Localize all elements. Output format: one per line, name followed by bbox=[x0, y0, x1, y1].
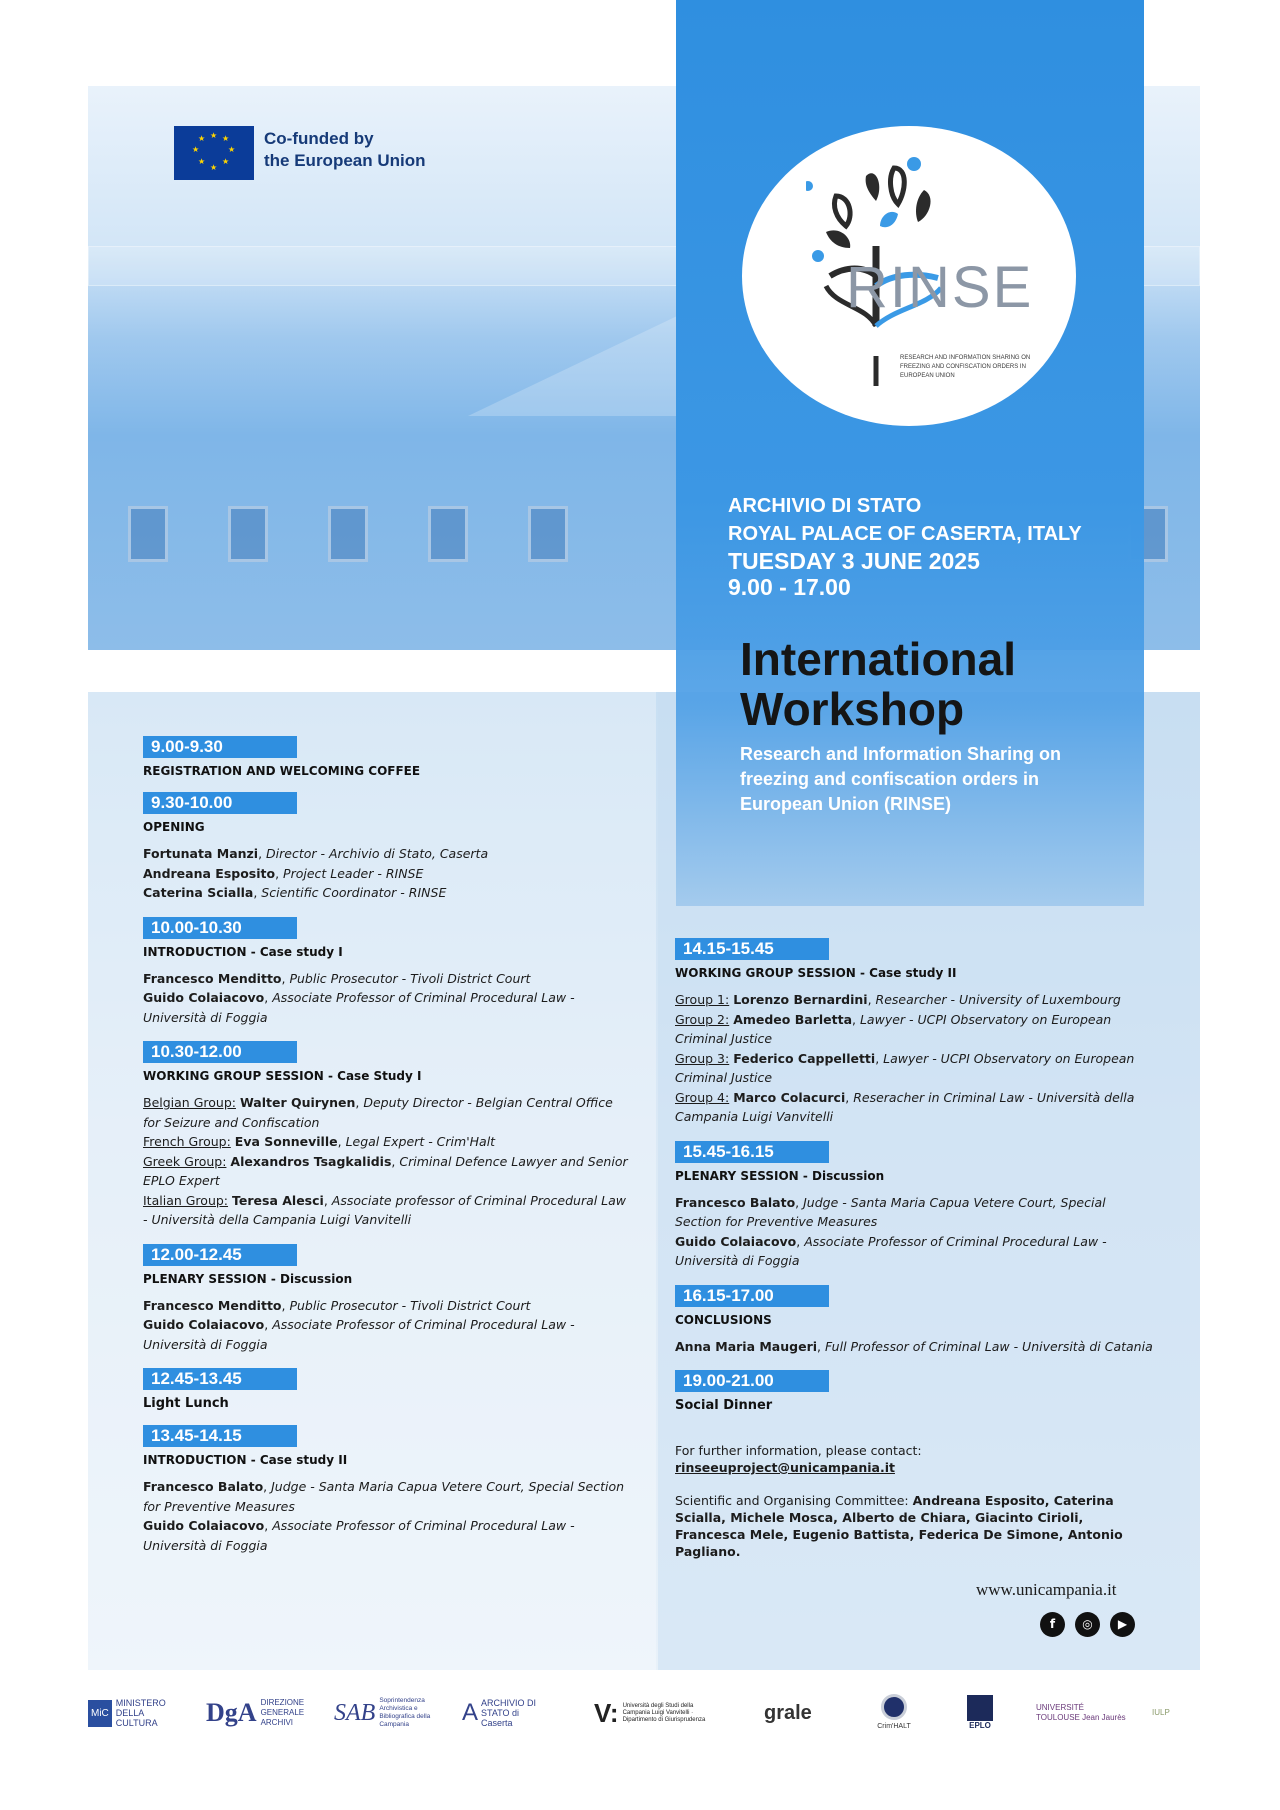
palace-window bbox=[228, 506, 268, 562]
session-heading: WORKING GROUP SESSION - Case study II bbox=[675, 966, 957, 980]
speaker-role: Associate professor of Criminal Procedural Law - Università della Campania Luigi Vanvitelli bbox=[143, 1192, 627, 1227]
speaker-line bbox=[143, 1093, 633, 1132]
speaker-separator: , bbox=[253, 885, 262, 900]
program-slot bbox=[143, 1244, 633, 1355]
venue-line-2: ROYAL PALACE OF CASERTA, ITALY bbox=[728, 523, 1082, 545]
eplo-icon bbox=[967, 1695, 993, 1721]
partner-name: Soprintendenza Archivistica e Bibliografica della Campania bbox=[379, 1697, 431, 1728]
venue-line-1: ARCHIVIO DI STATO bbox=[728, 495, 922, 517]
speaker-role: Associate Professor of Criminal Procedural Law - Università di Foggia bbox=[143, 1518, 575, 1553]
speaker-list bbox=[143, 1093, 633, 1230]
venue-info bbox=[728, 492, 1082, 600]
partner-name: UNIVERSITÉ TOULOUSE Jean Jaurès bbox=[1036, 1703, 1126, 1722]
program-slot bbox=[143, 736, 633, 778]
speaker-separator: , bbox=[323, 1192, 332, 1208]
speaker-separator: , bbox=[867, 992, 876, 1007]
speaker-separator: , bbox=[263, 1479, 272, 1494]
speaker-line bbox=[675, 1010, 1155, 1049]
speaker-separator: , bbox=[796, 1233, 805, 1249]
session-heading: PLENARY SESSION - Discussion bbox=[675, 1168, 885, 1183]
speaker-name: Eva Sonneville bbox=[234, 1134, 338, 1149]
group-label: Group 4: bbox=[675, 1089, 730, 1105]
partner-name: IULP bbox=[1152, 1708, 1170, 1717]
speaker-line bbox=[143, 844, 633, 864]
session-heading: Social Dinner bbox=[675, 1398, 773, 1413]
program-slot bbox=[143, 1368, 633, 1411]
dga-mark: DgA bbox=[206, 1698, 257, 1727]
title-line-2: Workshop bbox=[740, 683, 965, 735]
speaker-line bbox=[675, 1049, 1155, 1088]
partner-logo-vanvitelli bbox=[594, 1688, 724, 1738]
speaker-role: Associate Professor of Criminal Procedural Law - Università di Foggia bbox=[143, 990, 575, 1025]
website-link[interactable]: www.unicampania.it bbox=[976, 1580, 1117, 1599]
eu-flag-icon: ★ ★ ★ ★ ★ ★ ★ ★ bbox=[174, 126, 254, 180]
committee-names: Andreana Esposito, Caterina Scialla, Michele Mosca, Alberto de Chiara, Giacinto Cirioli, Francesca Mele, Eugenio Battista, Federica De Simone, Antonio Pagliano. bbox=[675, 1493, 1123, 1559]
program-slot bbox=[675, 1370, 1155, 1413]
speaker-role: Judge - Santa Maria Capua Vetere Court, Special Section for Preventive Measures bbox=[143, 1479, 625, 1514]
program-slot bbox=[143, 1041, 633, 1230]
time-badge: 16.15-17.00 bbox=[675, 1285, 829, 1307]
session-heading: OPENING bbox=[143, 820, 205, 834]
speaker-separator: , bbox=[817, 1338, 825, 1354]
partner-name: MINISTERO DELLA CULTURA bbox=[115, 1698, 166, 1728]
speaker-role: Project Leader - RINSE bbox=[283, 865, 424, 881]
speaker-list bbox=[143, 1296, 633, 1355]
speaker-role: Public Prosecutor - Tivoli District Court bbox=[289, 970, 531, 986]
speaker-name: Francesco Balato bbox=[143, 1479, 264, 1494]
speaker-role: Deputy Director - Belgian Central Office for Seizure and Confiscation bbox=[143, 1095, 613, 1130]
partner-name: Crim'HALT bbox=[877, 1723, 911, 1730]
speaker-name: Francesco Balato bbox=[675, 1194, 796, 1210]
palace-window bbox=[528, 506, 568, 562]
palace-window bbox=[328, 506, 368, 562]
program-slot bbox=[675, 1285, 1155, 1357]
speaker-name: Marco Colacurci bbox=[733, 1089, 846, 1105]
speaker-line bbox=[675, 990, 1155, 1010]
contact-text: For further information, please contact: bbox=[675, 1443, 922, 1458]
speaker-separator: , bbox=[875, 1050, 884, 1066]
palace-window bbox=[128, 506, 168, 562]
speaker-role: Public Prosecutor - Tivoli District Court bbox=[289, 1297, 531, 1313]
time-badge: 12.45-13.45 bbox=[143, 1368, 297, 1390]
speaker-separator: , bbox=[337, 1134, 346, 1149]
speaker-list bbox=[675, 1193, 1155, 1271]
contact-block bbox=[675, 1442, 1155, 1476]
time-badge: 12.00-12.45 bbox=[143, 1244, 297, 1266]
partner-logo-archivio bbox=[462, 1688, 568, 1738]
speaker-name: Amedeo Barletta bbox=[733, 1011, 853, 1027]
rinse-wordmark: RINSE bbox=[846, 255, 1034, 320]
speaker-separator: , bbox=[264, 1317, 273, 1332]
speaker-role: Full Professor of Criminal Law - Università di Catania bbox=[824, 1338, 1153, 1354]
speaker-line bbox=[143, 864, 633, 884]
partner-logo-eplo bbox=[960, 1688, 1000, 1738]
session-heading: CONCLUSIONS bbox=[675, 1312, 772, 1327]
speaker-list bbox=[143, 969, 633, 1028]
title-line-1: International bbox=[740, 633, 1017, 685]
speaker-name: Guido Colaiacovo bbox=[143, 1518, 265, 1533]
speaker-line bbox=[143, 969, 633, 989]
program-column-left bbox=[143, 736, 633, 1569]
committee-block bbox=[675, 1492, 1155, 1560]
speaker-line bbox=[143, 1477, 633, 1516]
session-heading: REGISTRATION AND WELCOMING COFFEE bbox=[143, 764, 421, 778]
speaker-role: Researcher - University of Luxembourg bbox=[875, 992, 1121, 1007]
time-badge: 14.15-15.45 bbox=[675, 938, 829, 960]
speaker-separator: , bbox=[281, 1297, 290, 1313]
event-date: TUESDAY 3 JUNE 2025 bbox=[728, 548, 980, 574]
speaker-role: Legal Expert - Crim'Halt bbox=[345, 1134, 496, 1149]
time-badge: 10.30-12.00 bbox=[143, 1041, 297, 1063]
speaker-role: Associate Professor of Criminal Procedural Law - Università di Foggia bbox=[675, 1233, 1107, 1268]
session-heading: INTRODUCTION - Case study II bbox=[143, 1453, 348, 1467]
speaker-line bbox=[675, 1088, 1155, 1127]
page-title bbox=[740, 634, 1016, 734]
grale-mark: grale bbox=[764, 1701, 812, 1724]
speaker-separator: , bbox=[845, 1089, 854, 1105]
page-subtitle: Research and Information Sharing on freezing and confiscation orders in European Union (RINSE) bbox=[740, 744, 1062, 814]
event-hours: 9.00 - 17.00 bbox=[728, 574, 851, 600]
speaker-line bbox=[143, 1516, 633, 1555]
partner-logo-grale bbox=[764, 1688, 824, 1738]
speaker-name: Teresa Alesci bbox=[232, 1192, 324, 1208]
session-heading: Light Lunch bbox=[143, 1396, 229, 1411]
program-slot bbox=[143, 1425, 633, 1555]
group-label: Greek Group: bbox=[143, 1153, 227, 1169]
speaker-name: Fortunata Manzi bbox=[143, 846, 259, 861]
speaker-line bbox=[675, 1337, 1155, 1357]
speaker-line bbox=[143, 1152, 633, 1191]
eu-cofunded-text bbox=[264, 128, 484, 172]
speaker-role: Criminal Defence Lawyer and Senior EPLO Expert bbox=[143, 1153, 628, 1188]
committee-label: Scientific and Organising Committee: bbox=[675, 1493, 913, 1508]
speaker-separator: , bbox=[795, 1194, 804, 1210]
partner-logo-toulouse bbox=[1036, 1688, 1126, 1738]
speaker-name: Caterina Scialla bbox=[143, 885, 254, 900]
speaker-line bbox=[675, 1193, 1155, 1232]
youtube-icon[interactable]: ▶ bbox=[1110, 1612, 1135, 1637]
partner-logo-dga bbox=[206, 1688, 316, 1738]
crimhalt-icon bbox=[881, 1694, 907, 1720]
speaker-list bbox=[675, 1337, 1155, 1357]
speaker-separator: , bbox=[275, 865, 284, 881]
speaker-line bbox=[675, 1232, 1155, 1271]
facebook-icon[interactable]: f bbox=[1040, 1612, 1065, 1637]
partner-logo-crimhalt bbox=[864, 1688, 924, 1738]
partner-logo-sab bbox=[334, 1688, 446, 1738]
speaker-separator: , bbox=[391, 1153, 400, 1169]
speaker-role: Reseracher in Criminal Law - Università della Campania Luigi Vanvitelli bbox=[675, 1089, 1135, 1124]
speaker-line bbox=[143, 1315, 633, 1354]
speaker-list bbox=[675, 990, 1155, 1127]
speaker-name: Francesco Menditto bbox=[143, 1297, 282, 1313]
speaker-name: Walter Quirynen bbox=[239, 1095, 356, 1110]
speaker-separator: , bbox=[355, 1095, 364, 1110]
speaker-name: Federico Cappelletti bbox=[733, 1050, 876, 1066]
speaker-role: Lawyer - UCPI Observatory on European Criminal Justice bbox=[675, 1011, 1112, 1046]
session-heading: WORKING GROUP SESSION - Case Study I bbox=[143, 1069, 422, 1083]
speaker-line bbox=[143, 1296, 633, 1316]
speaker-role: Scientific Coordinator - RINSE bbox=[261, 885, 447, 900]
vanvitelli-mark: V: bbox=[594, 1697, 619, 1728]
session-heading: PLENARY SESSION - Discussion bbox=[143, 1271, 353, 1286]
partner-name: DIREZIONE GENERALE ARCHIVI bbox=[260, 1698, 305, 1727]
partner-logo-mic bbox=[88, 1688, 188, 1738]
speaker-name: Guido Colaiacovo bbox=[143, 1317, 265, 1332]
mic-mark: MiC bbox=[88, 1700, 112, 1727]
speaker-name: Guido Colaiacovo bbox=[143, 990, 265, 1005]
time-badge: 15.45-16.15 bbox=[675, 1141, 829, 1163]
time-badge: 10.00-10.30 bbox=[143, 917, 297, 939]
time-badge: 13.45-14.15 bbox=[143, 1425, 297, 1447]
instagram-icon[interactable]: ◎ bbox=[1075, 1612, 1100, 1637]
time-badge: 19.00-21.00 bbox=[675, 1370, 829, 1392]
speaker-role: Judge - Santa Maria Capua Vetere Court, Special Section for Preventive Measures bbox=[675, 1194, 1106, 1229]
speaker-line bbox=[143, 1132, 633, 1152]
group-label: Belgian Group: bbox=[143, 1095, 236, 1110]
program-slot bbox=[143, 792, 633, 903]
speaker-role: Director - Archivio di Stato, Caserta bbox=[266, 846, 489, 861]
partner-logo-iulp bbox=[1152, 1688, 1192, 1738]
group-label: French Group: bbox=[143, 1134, 231, 1149]
sab-mark: SAB bbox=[334, 1699, 376, 1726]
speaker-separator: , bbox=[852, 1011, 860, 1027]
speaker-name: Guido Colaiacovo bbox=[675, 1233, 797, 1249]
speaker-separator: , bbox=[264, 990, 273, 1005]
speaker-name: Lorenzo Bernardini bbox=[733, 992, 868, 1007]
eu-line-1: Co-funded by bbox=[264, 129, 374, 148]
speaker-role: Lawyer - UCPI Observatory on European Criminal Justice bbox=[675, 1050, 1135, 1085]
speaker-name: Andreana Esposito bbox=[143, 865, 276, 881]
program-slot bbox=[675, 1141, 1155, 1271]
partner-name: EPLO bbox=[969, 1721, 991, 1730]
speaker-list bbox=[143, 1477, 633, 1555]
speaker-line bbox=[143, 1191, 633, 1230]
group-label: Italian Group: bbox=[143, 1192, 229, 1208]
speaker-line bbox=[143, 988, 633, 1027]
speaker-role: Associate Professor of Criminal Procedural Law - Università di Foggia bbox=[143, 1317, 575, 1352]
program-slot bbox=[143, 917, 633, 1028]
time-badge: 9.30-10.00 bbox=[143, 792, 297, 814]
archivio-mark: A bbox=[462, 1699, 479, 1726]
partner-name: ARCHIVIO DI STATO di Caserta bbox=[481, 1698, 537, 1728]
speaker-line bbox=[143, 883, 633, 903]
contact-email-link[interactable]: rinseeuproject@unicampania.it bbox=[675, 1460, 895, 1475]
group-label: Group 2: bbox=[675, 1011, 730, 1027]
speaker-separator: , bbox=[258, 846, 267, 861]
group-label: Group 3: bbox=[675, 1050, 730, 1066]
rinse-logo-subtitle: RESEARCH AND INFORMATION SHARING ON FREEZING AND CONFISCATION ORDERS IN EUROPEAN UNION bbox=[900, 355, 1031, 379]
speaker-list bbox=[143, 844, 633, 903]
program-slot bbox=[675, 938, 1155, 1127]
group-label: Group 1: bbox=[675, 992, 730, 1007]
speaker-separator: , bbox=[264, 1518, 273, 1533]
time-badge: 9.00-9.30 bbox=[143, 736, 297, 758]
eu-line-2: the European Union bbox=[264, 151, 426, 170]
speaker-separator: , bbox=[281, 970, 290, 986]
partner-name: Università degli Studi della Campania Luigi Vanvitelli · Dipartimento di Giurisprudenza bbox=[622, 1702, 706, 1723]
speaker-name: Alexandros Tsagkalidis bbox=[230, 1153, 392, 1169]
palace-window bbox=[428, 506, 468, 562]
speaker-name: Francesco Menditto bbox=[143, 970, 282, 986]
speaker-name: Anna Maria Maugeri bbox=[675, 1338, 818, 1354]
session-heading: INTRODUCTION - Case study I bbox=[143, 944, 343, 959]
program-column-right bbox=[675, 938, 1155, 1427]
